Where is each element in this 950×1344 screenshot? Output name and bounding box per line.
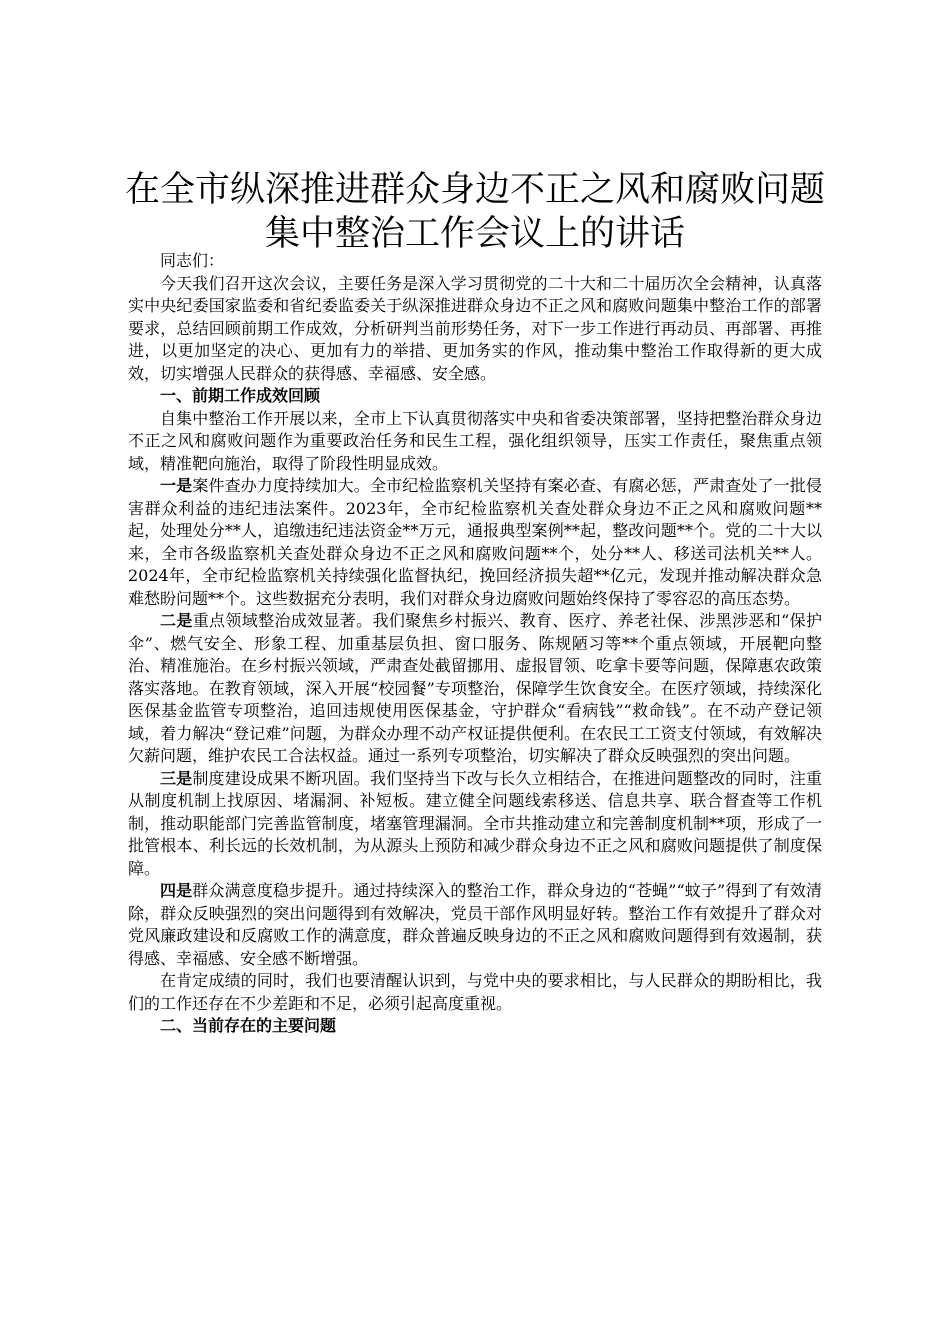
section-heading-2: 二、当前存在的主要问题 xyxy=(160,1016,337,1035)
document-body xyxy=(128,250,822,1038)
paragraph-text: 群众满意度稳步提升。通过持续深入的整治工作，群众身边的“苍蝇”“蚊子”得到了有效清除，群众反映强烈的突出问题得到有效解决，党员干部作风明显好转。整治工作有效提升了群众对党风廉政建设和反腐败工作的满意度，群众普遍反映身边的不正之风和腐败问题得到有效遏制，获得感、幸福感、安全感不断增强。 xyxy=(128,881,822,968)
paragraph-text: 案件查办力度持续加大。全市纪检监察机关坚持有案必查、有腐必惩，严肃查处了一批侵害群众利益的违纪违法案件。2023年，全市纪检监察机关查处群众身边不正之风和腐败问题**起，处理处分**人，追缴违纪违法资金**万元，通报典型案例**起，整改问题**个。党的二十大以来，全市各级监察机关查处群众身边不正之风和腐败问题**个，处分**人、移送司法机关**人。2024年，全市纪检监察机关持续强化监督执纪，挽回经济损失超**亿元，发现并推动解决群众急难愁盼问题**个。这些数据充分表明，我们对群众身边腐败问题始终保持了零容忍的高压态势。 xyxy=(128,476,822,608)
title-line-2: 集中整治工作会议上的讲话 xyxy=(264,214,685,254)
paragraph-lead: 一是 xyxy=(160,476,193,495)
intro-paragraph: 今天我们召开这次会议，主要任务是深入学习贯彻党的二十大和二十届历次全会精神，认真落实中央纪委国家监委和省纪委监委关于纵深推进群众身边不正之风和腐败问题集中整治工作的部署要求，总结回顾前期工作成效，分析研判当前形势任务，对下一步工作进行再动员、再部署、再推进，以更加坚定的决心、更加有力的举措、更加务实的作风，推动集中整治工作取得新的更大成效，切实增强人民群众的获得感、幸福感、安全感。 xyxy=(128,273,822,383)
achievement-paragraph-1 xyxy=(128,475,822,610)
title-line-1: 在全市纵深推进群众身边不正之风和腐败问题 xyxy=(124,170,825,210)
section-1-closing: 在肯定成绩的同时，我们也要清醒认识到，与党中央的要求相比，与人民群众的期盼相比，我们的工作还存在不少差距和不足，必须引起高度重视。 xyxy=(128,971,822,1013)
achievement-paragraph-4 xyxy=(128,880,822,970)
paragraph-text: 重点领域整治成效显著。我们聚焦乡村振兴、教育、医疗、养老社保、涉黑涉恶和“保护伞”、燃气安全、形象工程、加重基层负担、窗口服务、陈规陋习等**个重点领域，开展靶向整治、精准施治。在乡村振兴领域，严肃查处截留挪用、虚报冒领、吃拿卡要等问题，保障惠农政策落实落地。在教育领域，深入开展“校园餐”专项整治，保障学生饮食安全。在医疗领域，持续深化医保基金监管专项整治，追回违规使用医保基金，守护群众“看病钱”“救命钱”。在不动产登记领域，着力解决“登记难”问题，为群众办理不动产权证提供便利。在农民工工资支付领域，有效解决欠薪问题，维护农民工合法权益。通过一系列专项整治，切实解决了群众反映强烈的突出问题。 xyxy=(128,611,822,765)
document-title xyxy=(100,168,850,256)
section-heading-1: 一、前期工作成效回顾 xyxy=(160,386,321,405)
paragraph-lead: 三是 xyxy=(160,768,193,788)
achievement-paragraph-2 xyxy=(128,610,822,768)
paragraph-lead: 四是 xyxy=(160,881,193,900)
paragraph-lead: 二是 xyxy=(160,611,193,630)
section-1-overview: 自集中整治工作开展以来，全市上下认真贯彻落实中央和省委决策部署，坚持把整治群众身边不正之风和腐败问题作为重要政治任务和民生工程，强化组织领导，压实工作责任，聚焦重点领域，精准靶向施治，取得了阶段性明显成效。 xyxy=(128,408,822,473)
paragraph-text: 制度建设成果不断巩固。我们坚持当下改与长久立相结合，在推进问题整改的同时，注重从制度机制上找原因、堵漏洞、补短板。建立健全问题线索移送、信息共享、联合督查等工作机制，推动职能部门完善监管制度，堵塞管理漏洞。全市共推动建立和完善制度机制**项，形成了一批管根本、利长远的长效机制，为从源头上预防和减少群众身边不正之风和腐败问题提供了制度保障。 xyxy=(128,768,822,878)
greeting: 同志们： xyxy=(160,251,225,270)
achievement-paragraph-3 xyxy=(128,768,822,881)
